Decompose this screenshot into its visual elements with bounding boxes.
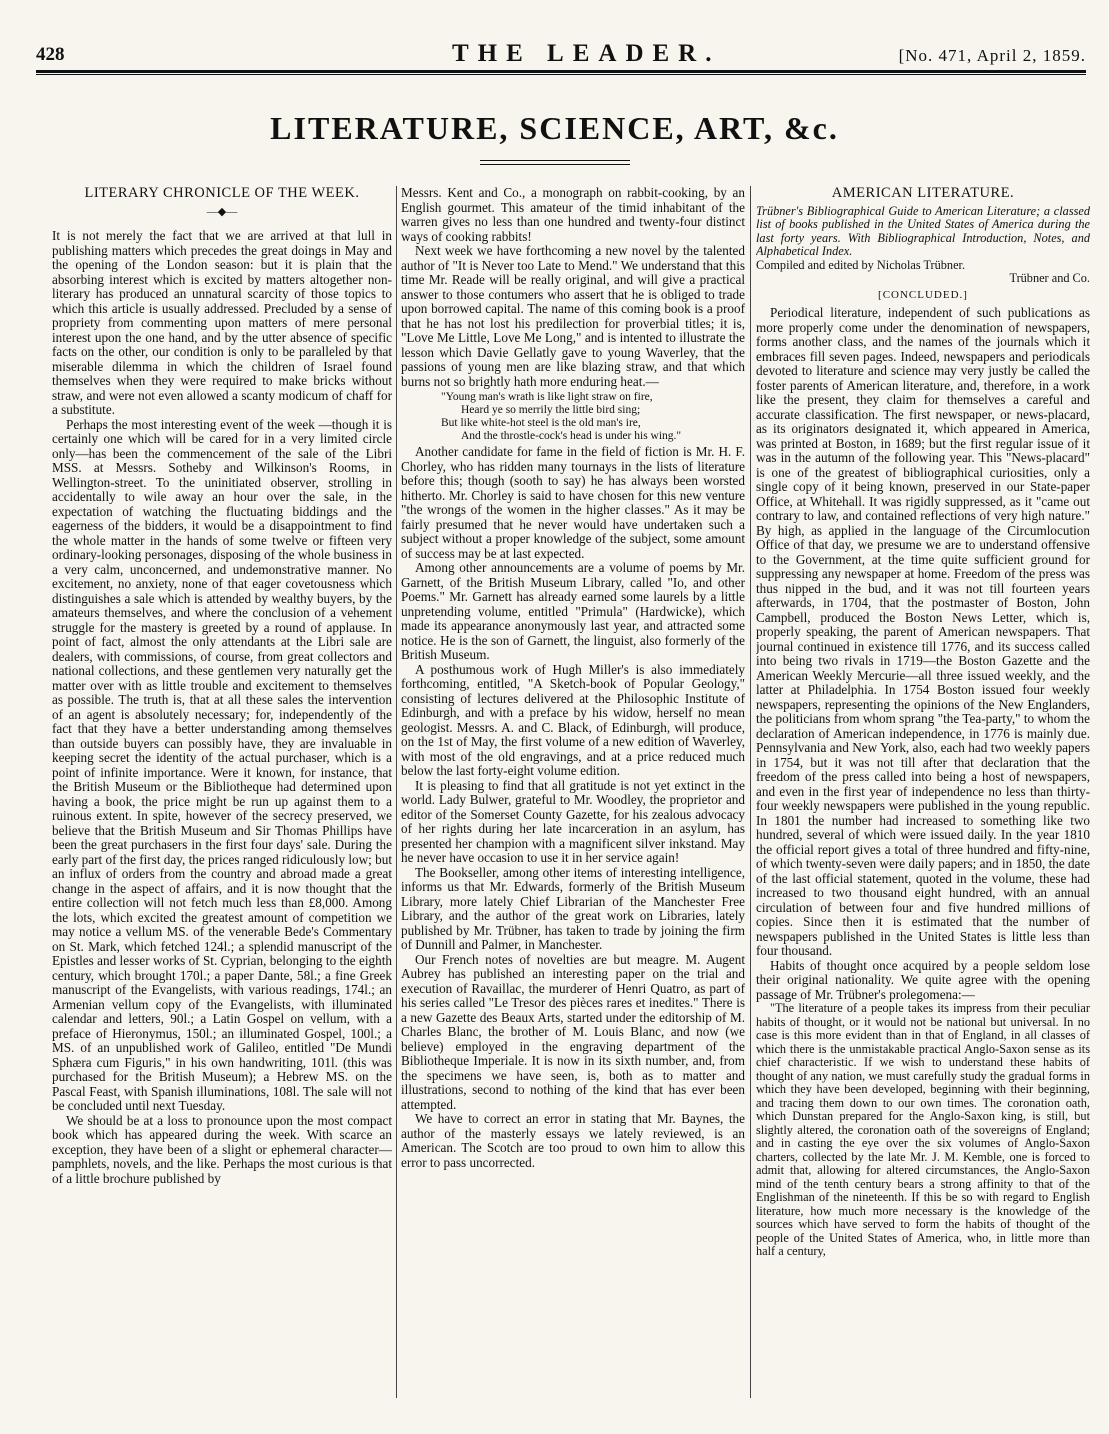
verse-quote <box>401 391 745 443</box>
verse-line: And the throstle-cock's head is under his wing." <box>461 430 682 442</box>
paragraph: Another candidate for fame in the field of fiction is Mr. H. F. Chorley, who has ridden many tournays in the lists of literature before this; though (sooth to say) he has always been worsted hitherto. Mr. Chorley is said to have chosen for this new venture "the wrongs of the women in the higher classes." As it may be fairly presumed that he never would have undertaken such a subject without a proper knowledge of the subject, some amount of success may be at last expected. <box>401 444 745 561</box>
quotation: "The literature of a people takes its impress from their peculiar habits of thought, or it would not be national but universal. In no case is this more evident than in that of England, in all classes of which there is the unmistakable practical Anglo-Saxon sense as its chief characteristic. If we wish to understand these habits of thought of any nation, we must carefully study the gradual forms in which they have been developed, beginning with their beginning, and tracing them down to our own times. The coronation oath, which Dunstan prepared for the Anglo-Saxon king, is still, but slightly altered, the coronation oath of the sovereigns of England; and in casting the eye over the six volumes of Anglo-Saxon charters, collected by the late Mr. J. M. Kemble, one is forced to admit that, allowing for altered circumstances, the Anglo-Saxon mind of the tenth century bears a strong affinity to that of the Englishman of the nineteenth. If this be so with regard to English literature, how much more necessary is the knowledge of the sources which have served to form the habits of thought of the people of the United States of America, who, in little more than half a century, <box>756 1001 1090 1258</box>
column-american-literature <box>756 186 1090 1398</box>
paragraph: We have to correct an error in stating that Mr. Baynes, the author of the masterly essays we lately reviewed, is an American. The Scotch are too proud to own him to allow this error to pass uncorrected. <box>401 1111 745 1170</box>
section-title: LITERATURE, SCIENCE, ART, &c. <box>270 110 839 146</box>
column-literary-chronicle <box>52 186 392 1398</box>
paragraph: Habits of thought once acquired by a people seldom lose their original nationality. We quite agree with the opening passage of Mr. Trübner's prolegomena:— <box>756 957 1090 1002</box>
paragraph: Periodical literature, independent of such publications as more properly come under the denomination of newspapers, forms another class, and the names of the journals which it embraces fill seven pages. Indeed, newspapers and periodicals devoted to literature and science may very justly be called the foster parents of American literature, and, therefore, in a work like the present, they claim for themselves a careful and accurate classification. The first newspaper, or news-placard, as its originators designated it, which appeared in America, was printed at Boston, in 1689; but the first regular issue of it was in the autumn of the following year. This "News-placard" is one of the greatest of bibliographical curiosities, only a single copy of it being known, preserved in our State-paper Office, at Whitehall. It was rigidly suppressed, as it "came out contrary to law, and contained reflections of very high nature." By high, as applied in the language of the Circumlocution Office of that day, we presume we are to understand offensive to the Government, at the time quite sufficient ground for suppressing any newspaper at home. Freedom of the press was thus nipped in the bud, and it was not till fourteen years afterwards, in 1704, that the postmaster of Boston, John Campbell, produced the Boston News Letter, which is, properly speaking, the parent of American newspapers. That journal continued in existence till 1776, and its success called into being two rivals in 1719—the Boston Gazette and the American Weekly Mercurie—all three issued weekly, and the latter at Philadelphia. In 1754 Boston issued four weekly newspapers, representing the opinions of the New Englanders, the politicians from whom sprang "the Tea-party," to whom the declaration of American independence, in 1776 is mainly due. Pennsylvania and New York, also, each had two weekly papers in 1754, but it was not till after that declaration that the freedom of the press called into being a host of newspapers, and even in the first year of independence no less than thirty-four weekly newspapers were published in the young republic. In 1801 the number had increased to something like two hundred, several of which were issued daily. In the year 1810 the official report gives a total of three hundred and fifty-nine, of which twenty-seven were daily papers; and in 1850, the date of the last official statement, quoted in the volume, these had increased to two thousand eight hundred, with an annual circulation of between four and five hundred millions of copies. Since then it is estimated that the number of newspapers published in the United States is little less than four thousand. <box>756 305 1090 958</box>
book-citation: Trübner's Bibliographical Guide to American Literature; a classed list of books published in the United States of America during the last forty years. With Bibliographical Introduction, Notes, and Alphabetical Index. <box>756 203 1090 258</box>
publisher: Trübner and Co. <box>1009 271 1090 285</box>
concluded-label: [CONCLUDED.] <box>878 288 968 301</box>
paragraph: Messrs. Kent and Co., a monograph on rabbit-cooking, by an English gourmet. This amateur of the timid inhabitant of the warren gives no less than one hundred and twenty-four distinct ways of cooking rabbits! <box>401 186 745 244</box>
paragraph: Perhaps the most interesting event of the week —though it is certainly one which will be cared for in a very limited circle only—has been the commencement of the sale of the Libri MSS. at Messrs. Sotheby and Wilkinson's Rooms, in Wellington-street. To the uninitiated observer, strolling in accidentally to wile away an hour over the sale, in the expectation of watching the fluctuating biddings and the eagerness of the bidders, it would be a disappointment to find the whole matter in the hands of some twelve or fifteen very ordinary-looking personages, disposing of the whole business in a very calm, unconcerned, and undemonstrative manner. No excitement, no anxiety, none of that eager covetousness which distinguishes a sale which is attended by wealthy buyers, by the amateurs themselves, and where the conclusion of a vehement struggle for the mastery is greeted by a round of applause. In point of fact, almost the only attendants at the Libri sale are dealers, with commissions, of course, from great collectors and national collections, and these gentlemen very naturally get the matter over with as little trouble and excitement to themselves as possible. The truth is, that at all these sales the intervention of an agent is absolutely necessary; for, independently of the fact that they have a better understanding among themselves than outside buyers can possibly have, they are invaluable in keeping secret the identity of the actual purchaser, which is a point of infinite importance. Were it known, for instance, that the British Museum or the Bibliotheque had determined upon having a book, the price might be run up against them to a ruinous extent. In spite, however of the secrecy preserved, we believe that the British Museum and Sir Thomas Phillips have been the great purchasers in the first four days' sale. During the early part of the first day, the prices ranged ridiculously low; but an influx of orders from the country and abroad made a great change in the aspect of affairs, and it is now thought that the entire collection will not fetch much less than £8,000. Among the lots, which excited the greatest amount of competition we may notice a vellum MS. of the venerable Bede's Commentary on St. Mark, which fetched 124l.; a splendid manuscript of the Epistles and lesser works of St. Cyprian, belonging to the eighth century, which brought 170l.; a paper Dante, 58l.; a fine Greek manuscript of the Evangelists, with various readings, 174l.; an Armenian vellum copy of the Evangelists, with illuminated calendar and letters, 90l.; a Latin Gospel on vellum, with a preface of Hieronymus, 150l.; an illuminated Gospel, 100l.; a MS. of an unpublished work of Galileo, entitled "De Mundi Sphæra cum Figuris," in his own handwriting, 101l. (this was purchased for the British Museum); a Hebrew MS. on the Pascal Feast, with Spanish illuminations, 108l. The sale will not be concluded until next Tuesday. <box>52 416 392 1113</box>
page-number: 428 <box>36 44 65 65</box>
paragraph: It is pleasing to find that all gratitude is not yet extinct in the world. Lady Bulwer, grateful to Mr. Woodley, the proprietor and editor of the Somerset County Gazette, for his zealous advocacy of her rights during her late incarceration in an asylum, has presented her champion with a magnificent silver inkstand. May he never have occasion to use it in her service again! <box>401 777 745 865</box>
paragraph: We should be at a loss to pronounce upon the most compact book which has appeared during the week. With scarce an exception, they have been of a slight or ephemeral character—pamphlets, novels, and the like. Perhaps the most curious is that of a little brochure published by <box>52 1112 392 1186</box>
column-chronicle-continued <box>401 186 745 1398</box>
paragraph: The Bookseller, among other items of interesting intelligence, informs us that Mr. Edwards, formerly of the British Museum Library, more lately Chief Librarian of the Manchester Free Library, and the author of the great work on Libraries, lately published by Mr. Trübner, has taken to trade by joining the firm of Dunnill and Palmer, in Manchester. <box>401 864 745 952</box>
verse-line: "Young man's wrath is like light straw on fire, <box>441 391 653 403</box>
header-rule-thin <box>36 74 1086 75</box>
column-divider <box>396 186 397 1398</box>
article-heading: LITERARY CHRONICLE OF THE WEEK. <box>84 186 360 201</box>
verse-line: Heard ye so merrily the little bird sing; <box>461 404 641 416</box>
header-rule <box>36 70 1086 73</box>
column-divider <box>750 186 751 1398</box>
newspaper-title: THE LEADER. <box>452 40 721 67</box>
page-header <box>36 40 1086 70</box>
ornament: —◆— <box>206 205 238 218</box>
paragraph: Among other announcements are a volume of poems by Mr. Garnett, of the British Museum Library, called "Io, and other Poems." Mr. Garnett has already earned some laurels by a little unpretending volume, entitled "Primula" (Hardwicke), which made its appearance anonymously last year, and attracted some notice. He is the son of Garnett, the linguist, also formerly of the British Museum. <box>401 560 745 662</box>
issue-info: [No. 471, April 2, 1859. <box>898 46 1086 65</box>
compiled-by: Compiled and edited by Nicholas Trübner. <box>756 257 966 272</box>
paragraph: A posthumous work of Hugh Miller's is also immediately forthcoming, entitled, "A Sketch-book of Popular Geology," consisting of lectures delivered at the Philosophic Institute of Edinburgh, and with a preface by his widow, herself no mean geologist. Messrs. A. and C. Black, of Edinburgh, will produce, on the 1st of May, the first volume of a new edition of Waverley, with most of the old engravings, and at a price reduced much below the last forty-eight volume edition. <box>401 661 745 778</box>
paragraph: It is not merely the fact that we are arrived at that lull in publishing matters which precedes the great doings in May and the opening of the London season: but it is plain that the absorbing interest which is excited by matters altogether non-literary has produced an unnatural scarcity of those topics to which this article is usually addressed. Precluded by a sense of propriety from commenting upon matters of mere personal interest upon the one hand, and by the utter absence of specific facts on the other, our condition is only to be paralleled by that miserable dilemma in which the children of Israel found themselves when they were required to make bricks without straw, and were not even allowed a scanty modicum of chaff for a substitute. <box>52 228 392 417</box>
paragraph: Our French notes of novelties are but meagre. M. Augent Aubrey has published an interesting paper on the trial and execution of Ravaillac, the murderer of Henri Quatro, as part of his series called "Le Tresor des pièces rares et inedites." There is a new Gazette des Beaux Arts, started under the editorship of M. Charles Blanc, the brother of M. Louis Blanc, and now (we believe) employed in the engraving department of the Bibliotheque Imperiale. It is now in its sixth number, and, from the specimens we have seen, is, both as to matter and illustrations, second to nothing of the kind that has ever been attempted. <box>401 951 745 1112</box>
section-rule <box>480 160 630 161</box>
article-heading: AMERICAN LITERATURE. <box>831 186 1015 201</box>
section-rule-2 <box>480 164 630 165</box>
verse-line: But like white-hot steel is the old man's ire, <box>441 417 641 429</box>
paragraph: Next week we have forthcoming a new novel by the talented author of "It is Never too Late to Mend." We understand that this time Mr. Reade will be really original, and will give a practical answer to those contumers who assert that he is obliged to trade upon borrowed capital. The name of this coming book is a proof that he has not lost his predilection for proverbial titles; it is, "Love Me Little, Love Me Long," and is intented to illustrate the lesson which Davie Gellatly gave to young Waverley, that the passions of young men are like blazing straw, and that which burns not so brightly hath more enduring heat.— <box>401 243 745 389</box>
